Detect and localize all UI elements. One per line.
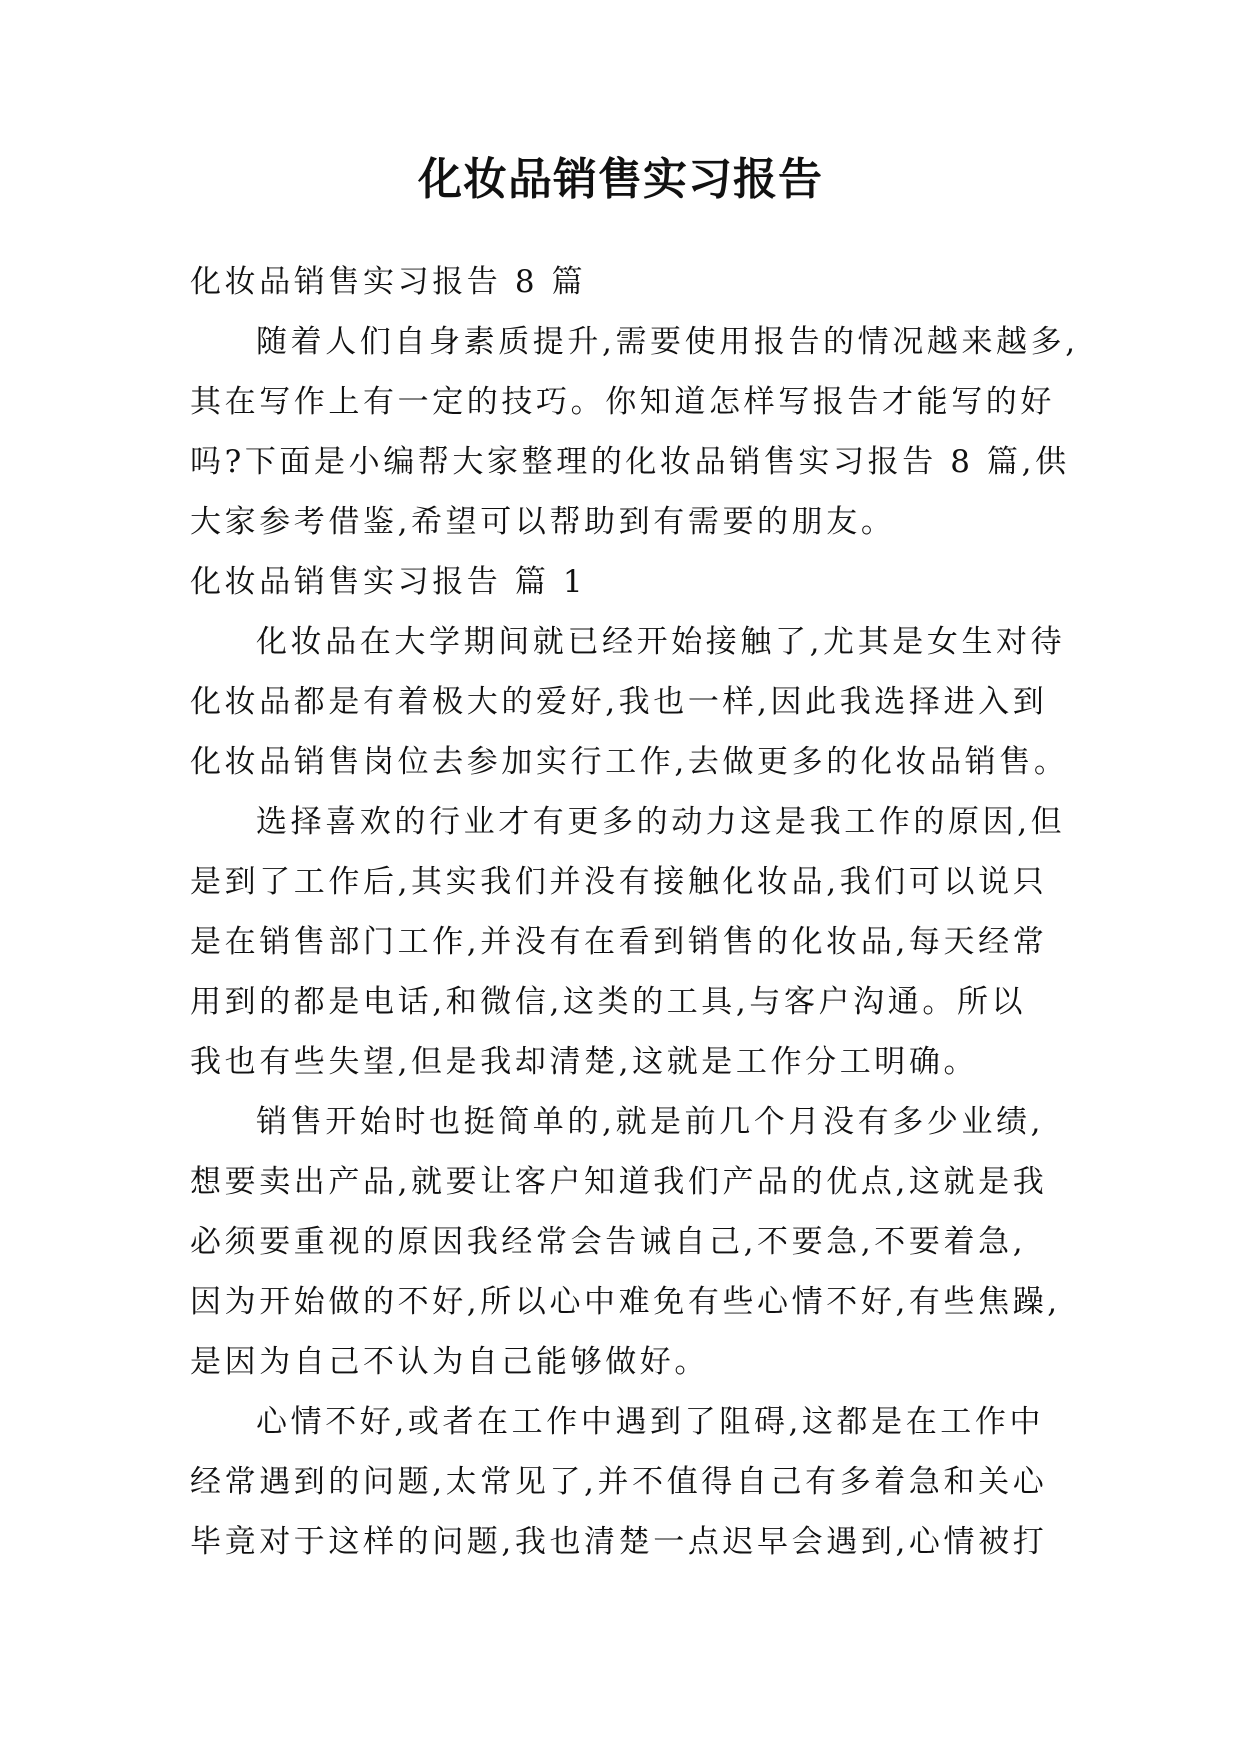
paragraph-line: 因为开始做的不好,所以心中难免有些心情不好,有些焦躁, (190, 1284, 1061, 1320)
paragraph-line: 心情不好,或者在工作中遇到了阻碍,这都是在工作中 (256, 1404, 1045, 1440)
paragraph-line: 想要卖出产品,就要让客户知道我们产品的优点,这就是我 (190, 1164, 1048, 1200)
paragraph-line: 是因为自己不认为自己能够做好。 (190, 1344, 709, 1380)
paragraph-line: 随着人们自身素质提升,需要使用报告的情况越来越多, (256, 324, 1079, 360)
paragraph-line: 用到的都是电话,和微信,这类的工具,与客户沟通。所以 (190, 984, 1027, 1020)
paragraph-line: 选择喜欢的行业才有更多的动力这是我工作的原因,但 (256, 804, 1066, 840)
paragraph-line: 毕竟对于这样的问题,我也清楚一点迟早会遇到,心情被打 (190, 1524, 1048, 1560)
paragraph-line: 经常遇到的问题,太常见了,并不值得自己有多着急和关心 (190, 1464, 1048, 1500)
document-body (190, 252, 1079, 1572)
paragraph-line: 我也有些失望,但是我却清楚,这就是工作分工明确。 (190, 1044, 979, 1080)
document-title: 化妆品销售实习报告 (418, 154, 823, 205)
paragraph-line: 其在写作上有一定的技巧。你知道怎样写报告才能写的好 (190, 384, 1055, 420)
paragraph-line: 是到了工作后,其实我们并没有接触化妆品,我们可以说只 (190, 864, 1048, 900)
paragraph-line: 化妆品在大学期间就已经开始接触了,尤其是女生对待 (256, 624, 1066, 660)
paragraph-line: 必须要重视的原因我经常会告诫自己,不要急,不要着急, (190, 1224, 1027, 1260)
section-heading: 化妆品销售实习报告 篇 1 (190, 564, 587, 600)
paragraph-line: 吗?下面是小编帮大家整理的化妆品销售实习报告 8 篇,供 (190, 444, 1070, 480)
paragraph-line: 大家参考借鉴,希望可以帮助到有需要的朋友。 (190, 504, 896, 540)
paragraph-line: 销售开始时也挺简单的,就是前几个月没有多少业绩, (256, 1104, 1045, 1140)
paragraph-line: 化妆品都是有着极大的爱好,我也一样,因此我选择进入到 (190, 684, 1048, 720)
paragraph-line: 是在销售部门工作,并没有在看到销售的化妆品,每天经常 (190, 924, 1048, 960)
subtitle-line: 化妆品销售实习报告 8 篇 (190, 264, 587, 300)
paragraph-line: 化妆品销售岗位去参加实行工作,去做更多的化妆品销售。 (190, 744, 1069, 780)
